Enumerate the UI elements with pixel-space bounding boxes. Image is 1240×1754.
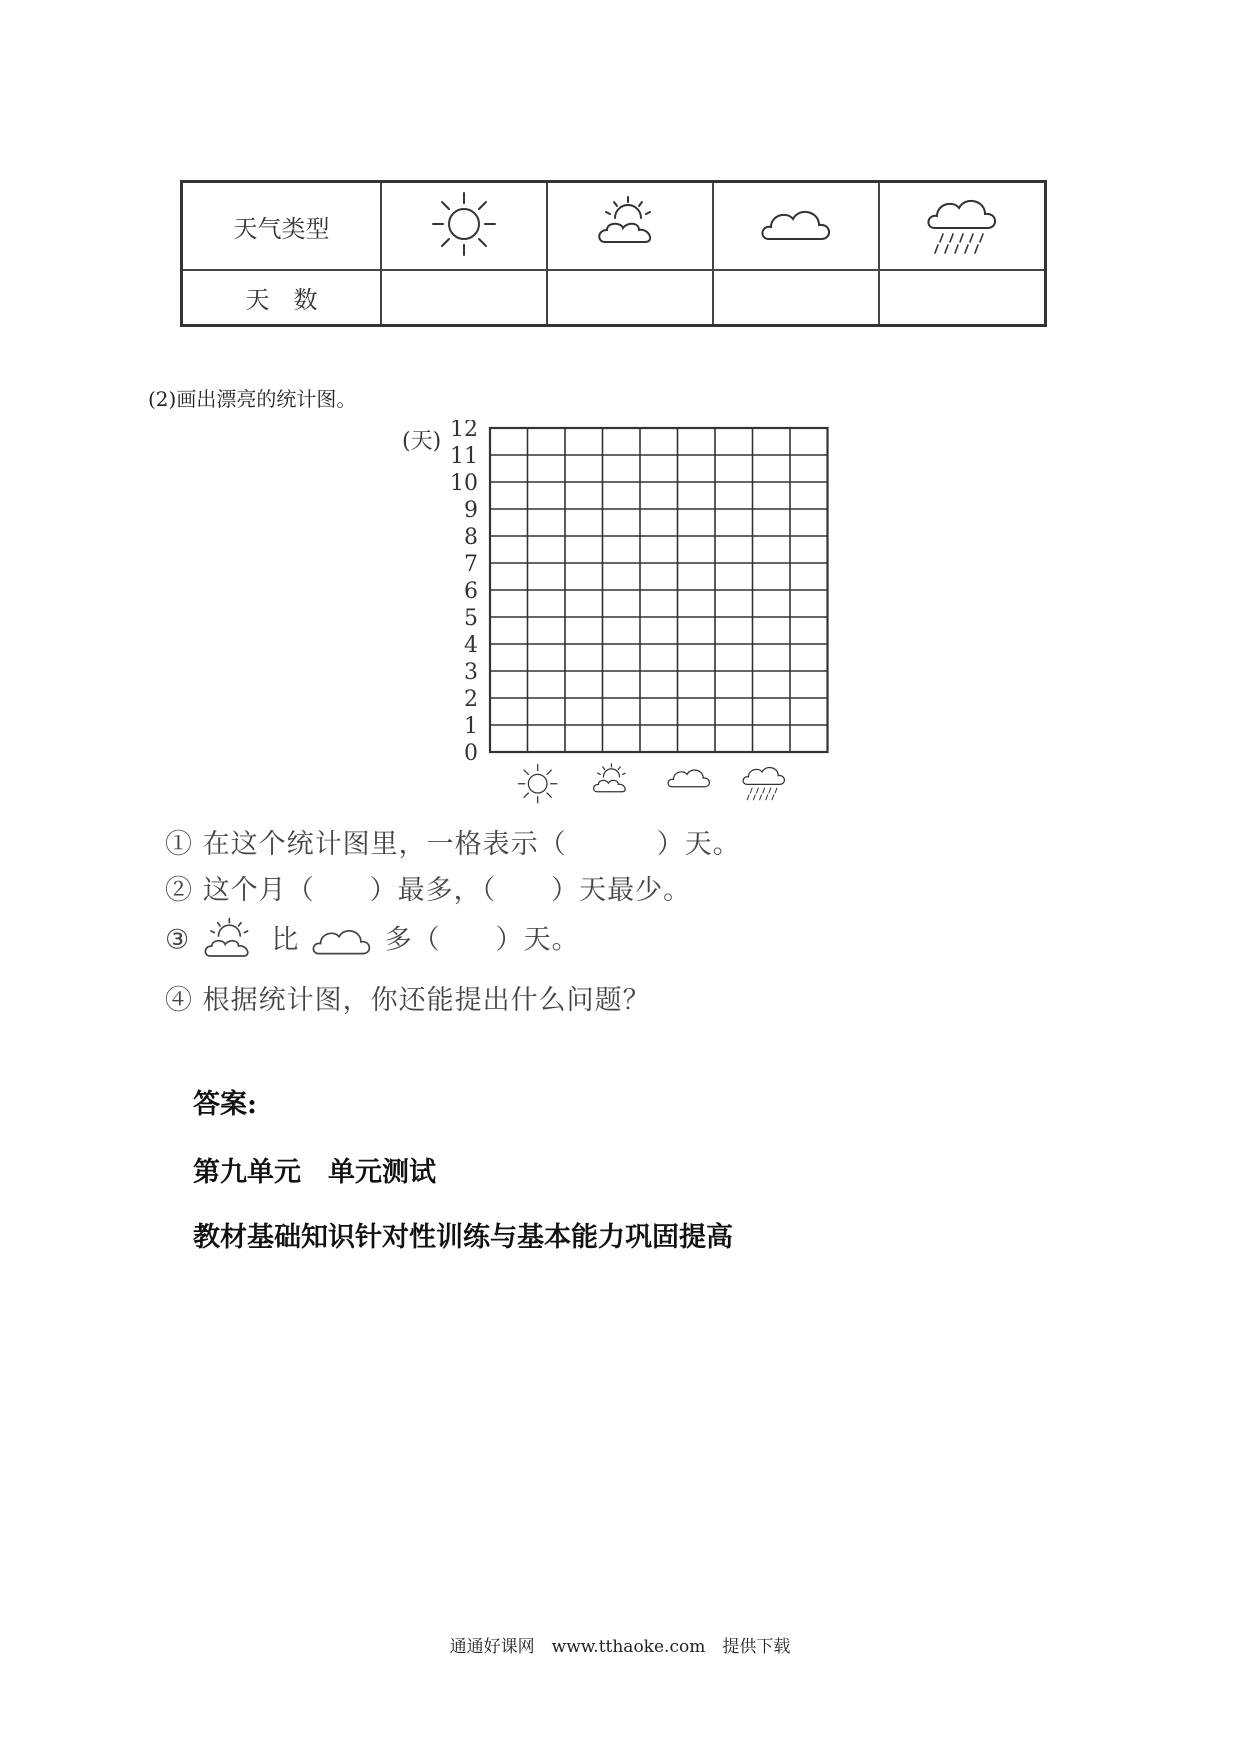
weather-type-row <box>182 182 1046 271</box>
y-axis-ticks <box>450 420 478 766</box>
q2-text-b: ）最多，（ <box>369 875 497 906</box>
answers-heading: 答案: <box>193 1089 257 1120</box>
rainy-icon <box>925 192 1000 256</box>
footer-credit: 通通好课网 www.tthaoke.com 提供下载 <box>449 1637 791 1657</box>
days-cell-sunny[interactable] <box>381 270 547 326</box>
y-tick-label: 1 <box>464 714 478 739</box>
q2-text-c: ）天最少。 <box>551 875 692 906</box>
q1-number: ① <box>165 829 193 860</box>
rainy-icon <box>743 768 784 800</box>
q4-text: 根据统计图，你还能提出什么问题？ <box>202 985 651 1016</box>
partly-cloudy-icon <box>595 194 665 254</box>
q3-text-c: ）天。 <box>495 924 580 956</box>
weather-cell-sunny <box>381 182 547 271</box>
weather-days-header: 天 数 <box>182 270 382 326</box>
partly-cloudy-icon <box>594 764 626 792</box>
y-tick-label: 4 <box>464 633 478 658</box>
weather-type-header: 天气类型 <box>182 182 382 271</box>
weather-table <box>180 180 1047 327</box>
sunny-icon <box>429 189 499 259</box>
sunny-icon <box>518 764 556 802</box>
answers-section-title: 教材基础知识针对性训练与基本能力巩固提高 <box>193 1222 733 1253</box>
y-tick-label: 2 <box>464 687 478 712</box>
y-tick-label: 8 <box>464 525 478 550</box>
cloudy-icon <box>759 199 834 249</box>
y-tick-label: 11 <box>450 444 478 469</box>
y-tick-label: 6 <box>464 579 478 604</box>
weather-cell-cloudy <box>713 182 879 271</box>
statistics-chart <box>390 420 850 820</box>
q4-number: ④ <box>165 985 193 1016</box>
q2-number: ② <box>165 875 193 906</box>
y-tick-label: 12 <box>450 420 478 442</box>
q2-text-a: 这个月（ <box>202 875 315 906</box>
cloudy-icon <box>309 920 375 962</box>
y-tick-label: 5 <box>464 606 478 631</box>
y-tick-label: 9 <box>464 498 478 523</box>
question-4 <box>165 978 651 1017</box>
part2-label: (2)画出漂亮的统计图。 <box>148 387 357 411</box>
q1-text-b: ）天。 <box>656 829 741 860</box>
question-3 <box>165 916 580 966</box>
partly-cloudy-icon <box>200 916 262 966</box>
q3-text-a: 比 <box>271 924 300 956</box>
chart-grid[interactable] <box>490 428 828 752</box>
question-1 <box>165 822 741 861</box>
y-unit-label: (天) <box>402 429 442 454</box>
y-tick-label: 0 <box>464 741 478 766</box>
days-cell-partly-cloudy[interactable] <box>547 270 713 326</box>
days-cell-cloudy[interactable] <box>713 270 879 326</box>
y-tick-label: 10 <box>450 471 478 496</box>
days-cell-rainy[interactable] <box>879 270 1046 326</box>
weather-cell-rainy <box>879 182 1046 271</box>
cloudy-icon <box>668 770 709 787</box>
question-2 <box>165 868 691 907</box>
q1-text-a: 在这个统计图里，一格表示（ <box>202 829 567 860</box>
x-axis-icons <box>518 764 784 803</box>
q3-number: ③ <box>165 924 191 956</box>
answers-unit-title: 第九单元 单元测试 <box>193 1157 436 1188</box>
y-tick-label: 7 <box>464 552 478 577</box>
weather-days-row <box>182 270 1046 326</box>
y-tick-label: 3 <box>464 660 478 685</box>
q3-text-b: 多（ <box>384 924 441 956</box>
weather-cell-partly-cloudy <box>547 182 713 271</box>
